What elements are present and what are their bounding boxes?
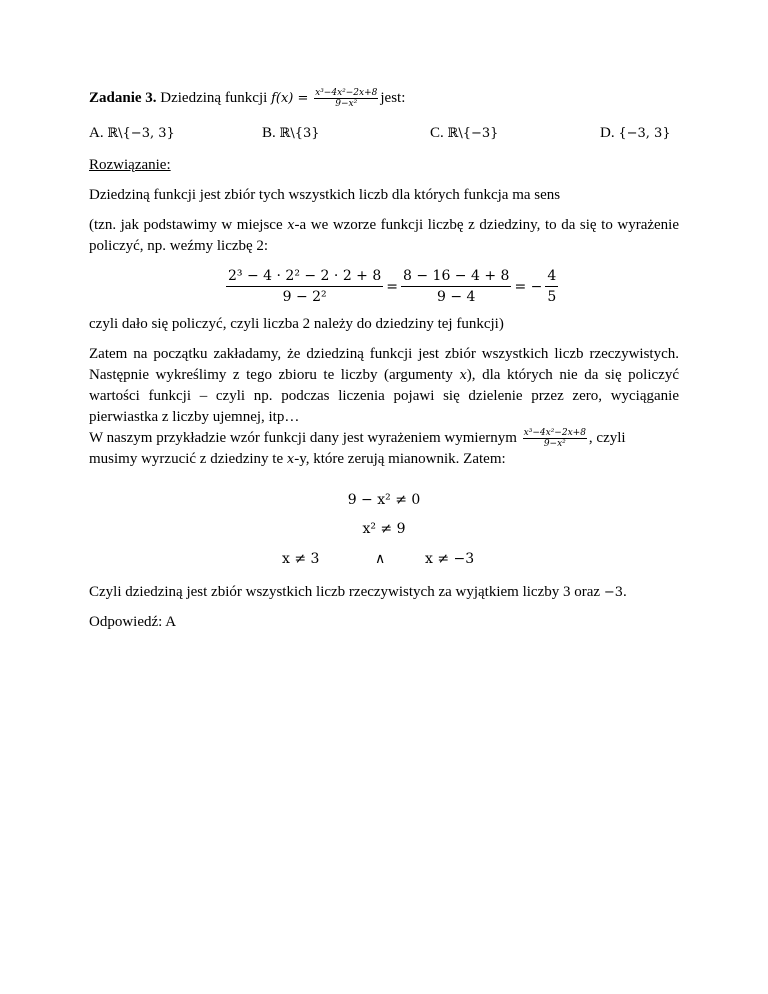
calc-equals-1: = [386,278,398,295]
task-function: f(x) = [271,91,309,106]
solution-paragraph-5 [89,428,679,470]
conclusion-part-a: Czyli dziedziną jest zbiór wszystkich liczb rzeczywistych za wyjątkiem liczby 3 oraz [89,584,604,600]
option-d [600,125,671,142]
option-a-label: A. [89,125,108,141]
p4-part-b: ), dla których nie da się policzyć wartości funkcji – czyli np. podczas liczenia pojawi się dzielenie przez zero, wyciąganie pierwiastka z liczby ujemnej, itp… [89,367,679,425]
p5-part-b: , czyli [588,430,626,446]
calc-num-3: 4 [545,266,558,287]
option-a [89,125,175,142]
p5-part-a: W naszym przykładzie wzór funkcji dany jest wyrażeniem wymiernym [89,430,521,446]
calculation-display [226,266,558,307]
p2-part-b: -a we wzorze funkcji liczbę z dziedziny, to da się to wyrażenie policzyć, np. weźmy liczbę 2: [89,217,680,254]
answer: Odpowiedź: A [89,614,177,630]
task-heading: Zadanie 3. [89,90,157,106]
task-lead: Dziedziną funkcji [156,90,272,106]
solution-heading: Rozwiązanie: [89,157,171,173]
option-c [430,125,498,142]
option-b-label: B. [262,125,280,141]
p5-fraction-numerator: x³−4x²−2x+8 [523,428,586,439]
task-fraction-numerator: x³−4x²−2x+8 [315,88,378,99]
calc-num-2: 8 − 16 − 4 + 8 [401,266,511,287]
task-fraction [314,88,378,109]
solution-paragraph-3: czyli dało się policzyć, czyli liczba 2 należy do dziedziny tej funkcji) [89,316,504,332]
equation-c-right: x ≠ −3 [425,551,475,567]
calc-fraction-1 [226,266,383,307]
option-c-label: C. [430,125,448,141]
p4-variable: x [459,368,467,383]
equation-c-and: ∧ [375,551,386,567]
conclusion-number: −3 [603,585,623,600]
solution-paragraph-2 [89,215,679,257]
equation-b: x² ≠ 9 [362,521,406,537]
p5-part-c: musimy wyrzucić z dziedziny te [89,451,287,468]
option-a-value: ℝ\{−3, 3} [107,126,175,141]
option-c-value: ℝ\{−3} [447,126,499,141]
p4-part-a: Zatem na początku zakładamy, że dziedziną funkcji jest zbiór wszystkich liczb rzeczywistych. Następnie wykreślimy z tego zbioru te liczby (argumenty [89,346,679,383]
calc-den-1: 9 − 2² [282,289,327,305]
equation-c-left: x ≠ 3 [282,551,320,567]
solution-paragraph-4 [89,344,679,428]
task-statement [89,88,679,109]
calc-den-2: 9 − 4 [436,289,476,305]
option-d-label: D. [600,125,619,141]
task-tail: jest: [380,90,406,106]
option-b [262,125,320,142]
p5-variable: x [286,452,295,468]
p5-fraction-denominator: 9−x² [543,439,566,450]
calc-fraction-3 [545,266,558,307]
calc-fraction-2 [401,266,511,307]
conclusion-period: . [622,584,627,600]
task-fraction-denominator: 9−x² [335,99,358,110]
p2-part-a: (tzn. jak podstawimy w miejsce [89,217,288,233]
option-b-value: ℝ\{3} [279,126,320,141]
calc-num-1: 2³ − 4 · 2² − 2 · 2 + 8 [226,266,383,287]
p5-fraction [523,428,587,449]
p5-part-d: -y, które zerują mianownik. Zatem: [294,451,506,468]
solution-conclusion [89,582,679,603]
option-d-value: {−3, 3} [618,126,671,141]
equation-a: 9 − x² ≠ 0 [347,492,421,508]
calc-den-3: 5 [547,289,557,305]
p2-variable: x [287,218,295,233]
solution-paragraph-1: Dziedziną funkcji jest zbiór tych wszystkich liczb dla których funkcja ma sens [89,187,561,203]
calc-equals-2: = − [514,278,543,295]
